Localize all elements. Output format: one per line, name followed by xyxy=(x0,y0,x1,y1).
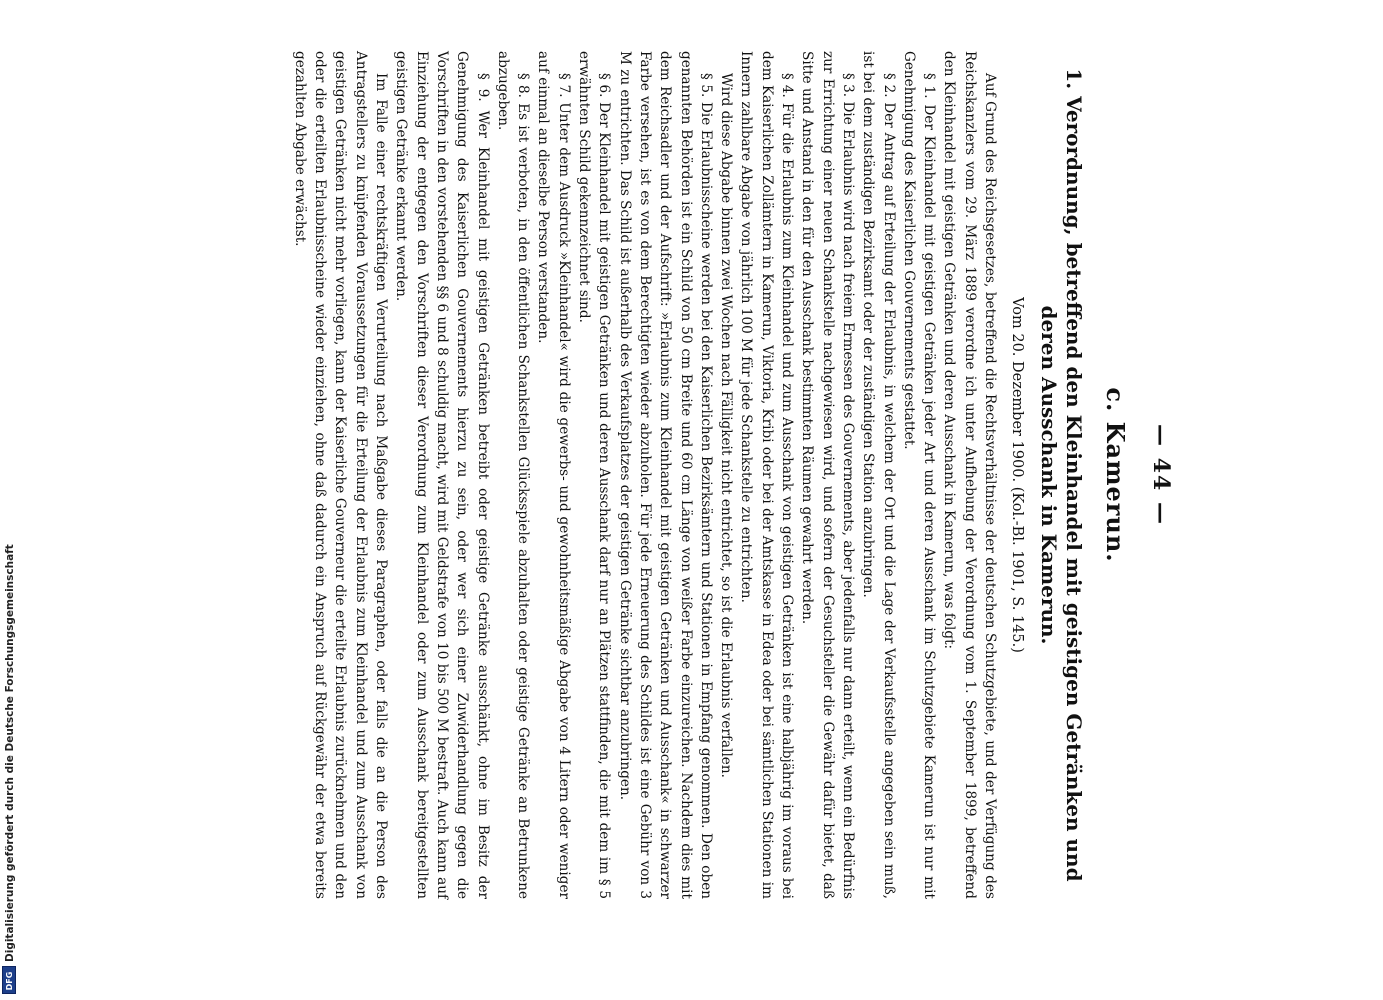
date-line: Vom 20. Dezember 1900. (Kol.-Bl. 1901, S. 145.) xyxy=(1009,297,1025,653)
section-heading: c. Kamerun. xyxy=(1101,387,1130,563)
paragraph-section-2: § 2. Der Antrag auf Erteilung der Erlaubnis, in welchem der Ort und die Lage der Verkaufsstelle angegeben sein muß, ist bei dem zuständigen Bezirksamt oder der zuständigen Station anzubringen. xyxy=(860,51,897,899)
dfg-credit-text: Digitalisierung gefördert durch die Deutsche Forschungsgemeinschaft xyxy=(4,544,16,962)
document-title: 1. Verordnung, betreffend den Kleinhandel mit geistigen Getränken und deren Ausschank in Kamerun. xyxy=(1037,68,1086,882)
paragraph-section-7: § 7. Unter dem Ausdruck »Kleinhandel« wird die gewerbs- und gewohnheitsmäßige Abgabe von 4 Litern oder weniger auf einmal an dieselbe Person verstanden. xyxy=(535,51,572,899)
paragraph-section-4-continued: Wird diese Abgabe binnen zwei Wochen nach Fälligkeit nicht entrichtet, so ist die Erlaubnis verfallen. xyxy=(718,73,735,778)
page-number: — 44 — xyxy=(1148,424,1174,526)
paragraph-section-1: § 1. Der Kleinhandel mit geistigen Getränken jeder Art und deren Ausschank im Schutzgebiete Kamerun ist nur mit Genehmigung des Kaiserlichen Gouvernements gestattet. xyxy=(900,51,938,899)
paragraph-section-5: § 5. Die Erlaubnisscheine werden bei den Kaiserlichen Bezirksämtern und Stationen in Empfang genommen. Den oben genannten Behörden ist ein Schild von 50 cm Breite und 60 cm Länge von weißer Farbe einzureichen. Nachdem dies mit dem Reichsadler und der Aufschrift: »Erlaubnis zum Kleinhandel mit geistigen Getränken und Ausschank« in schwarzer Farbe versehen, ist es von dem Berechtigten wieder abzuholen. Für jede Erneuerung des Schildes ist eine Gebühr von 3 M zu entrichten. Das Schild ist außerhalb des Verkaufsplatzes der geistigen Getränke sichtbar anzubringen. xyxy=(616,51,714,899)
paragraph-section-6: § 6. Der Kleinhandel mit geistigen Getränken und deren Ausschank darf nur an Plätzen stattfinden, die mit dem im § 5 erwähnten Schild gekennzeichnet sind. xyxy=(576,51,613,899)
document-body xyxy=(290,45,1000,905)
paragraph-section-3: § 3. Die Erlaubnis wird nach freiem Ermessen des Gouvernements, aber jedenfalls nur dann erteilt, wenn ein Bedürfnis zur Errichtung einer neuen Schankstelle nachgewiesen wird, und sofern der Gesuchsteller die Gewähr dafür bietet, daß Sitte und Anstand in den für den Ausschank bestimmten Räumen gewahrt werden. xyxy=(799,51,856,899)
dfg-logo-icon xyxy=(2,966,16,994)
scanned-page-area xyxy=(157,45,1182,905)
paragraph-section-8: § 8. Es ist verboten, in den öffentlichen Schankstellen Glücksspiele abzuhalten oder geistige Getränke an Betrunkene abzugeben. xyxy=(494,51,532,899)
preamble-paragraph: Auf Grund des Reichsgesetzes, betreffend die Rechtsverhältnisse der deutschen Schutzgebiete, und der Verfügung des Reichskanzlers vom 29. März 1889 verordne ich unter Aufhebung der Verordnung vom 1. September 1899, betreffend den Kleinhandel mit geistigen Getränken und deren Ausschank in Kamerun, was folgt: xyxy=(941,51,998,899)
paragraph-section-9-continued: Im Falle einer rechtskräftigen Verurteilung nach Maßgabe dieses Paragraphen, oder falls die an die Person des Antragstellers zu knüpfenden Voraussetzungen für die Erteilung der Erlaubnis zum Kleinhandel und zum Ausschank von geistigen Getränken nicht mehr vorliegen, kann der Kaiserliche Gouverneur die erteilte Erlaubnis zurücknehmen und den oder die erteilten Erlaubnisscheine wieder einziehen, ohne daß dadurch ein Anspruch auf Rückgewähr der etwa bereits gezahlten Abgabe erwächst. xyxy=(291,51,390,899)
paragraph-section-9: § 9. Wer Kleinhandel mit geistigen Getränken betreibt oder geistige Getränke ausschänkt, ohne im Besitz der Genehmigung des Kaiserlichen Gouvernements hierzu zu sein, oder wer sich einer Zuwiderhandlung gegen die Vorschriften in den vorstehenden §§ 6 und 8 schuldig macht, wird mit Geldstrafe von 10 bis 500 M bestraft. Auch kann auf Einziehung der entgegen den Vorschriften dieser Verordnung zum Kleinhandel oder zum Ausschank bereitgestellten geistigen Getränke erkannt werden. xyxy=(393,51,491,899)
paragraph-section-4: § 4. Für die Erlaubnis zum Kleinhandel und zum Ausschank von geistigen Getränken ist eine halbjährig im voraus bei dem Kaiserlichen Zollämtern in Kamerun, Viktoria, Kribi oder bei der Amtskasse in Edea oder bei sämtlichen Stationen im Innern zahlbare Abgabe von jährlich 100 M für jede Schankstelle zu entrichten. xyxy=(738,51,796,899)
rotated-text-block xyxy=(157,45,1182,905)
digitization-credit xyxy=(0,0,20,1000)
dfg-logo-label: DFG xyxy=(5,971,14,991)
